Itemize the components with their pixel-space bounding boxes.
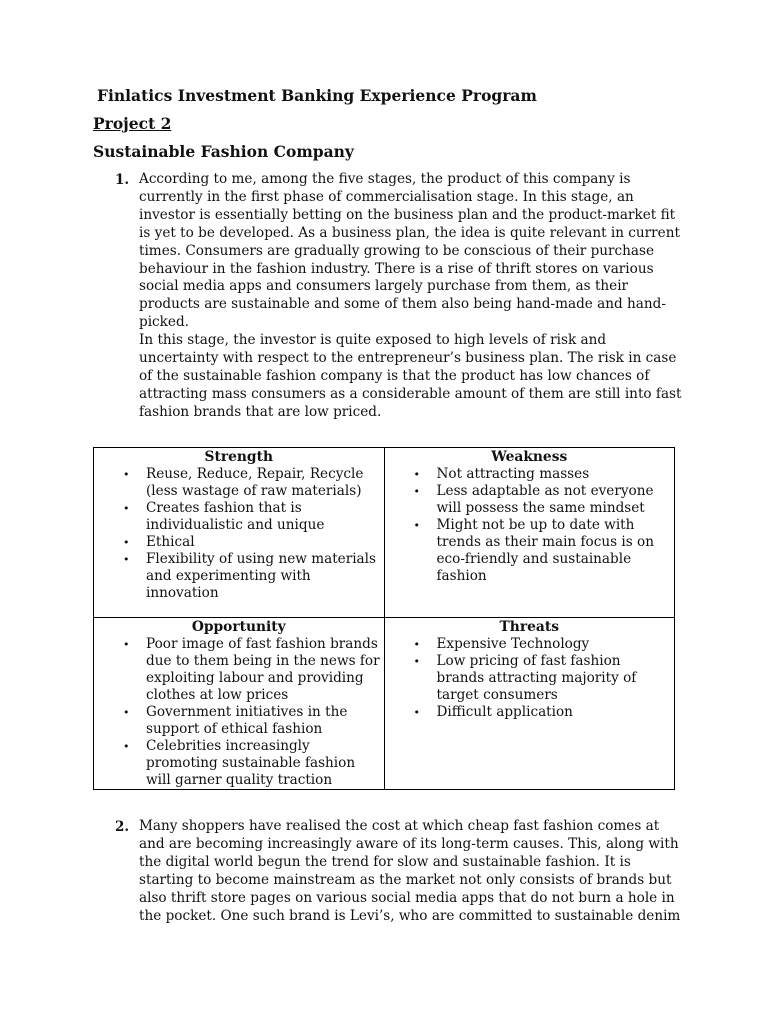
list-item	[437, 653, 675, 704]
text-line: In this stage, the investor is quite exposed to high levels of risk and	[139, 332, 607, 349]
text-line: picked.	[139, 314, 189, 331]
text-line: of the sustainable fashion company is that the product has low chances of	[139, 367, 650, 384]
list-line: promoting sustainable fashion	[146, 755, 356, 771]
list-line: • Creates fashion that is	[146, 500, 302, 516]
list-line: target consumers	[436, 687, 558, 703]
list-item	[437, 704, 675, 721]
list-line: • Celebrities increasingly	[146, 738, 310, 754]
list-line: • Flexibility of using new materials	[146, 551, 376, 567]
strength-heading: Strength	[204, 449, 273, 465]
section-1-body	[139, 171, 682, 422]
list-item	[146, 466, 384, 500]
list-item	[437, 483, 675, 517]
text-line: investor is essentially betting on the business plan and the product-market fit	[139, 206, 676, 223]
section-1-paragraph-1	[139, 171, 680, 332]
list-item	[146, 500, 384, 534]
swot-row-bottom	[94, 618, 675, 790]
list-item	[146, 704, 384, 738]
list-line: clothes at low prices	[146, 687, 289, 703]
list-line: (less wastage of raw materials)	[146, 483, 362, 499]
threats-heading: Threats	[499, 619, 559, 635]
text-line: starting to become mainstream as the market not only consists of brands but	[139, 871, 672, 888]
project-heading: Project 2	[93, 114, 172, 133]
list-line: • Expensive Technology	[436, 636, 590, 652]
company-heading: Sustainable Fashion Company	[93, 142, 354, 161]
document-title: Finlatics Investment Banking Experience Program	[97, 86, 537, 105]
list-item	[146, 551, 384, 602]
threats-list	[385, 636, 675, 721]
text-line: products are sustainable and some of them also being hand-made and hand-	[139, 296, 666, 313]
list-line: support of ethical fashion	[146, 721, 323, 737]
list-line: and experimenting with	[146, 568, 311, 584]
section-1-number: 1.	[115, 172, 130, 188]
threats-cell	[384, 618, 675, 790]
text-line: the digital world begun the trend for slow and sustainable fashion. It is	[139, 853, 631, 870]
text-line: currently in the first phase of commercialisation stage. In this stage, an	[139, 188, 634, 205]
text-line: Many shoppers have realised the cost at which cheap fast fashion comes at	[139, 818, 660, 834]
list-line: brands attracting majority of	[436, 670, 637, 686]
section-2-number: 2.	[115, 819, 130, 835]
opportunity-cell	[94, 618, 385, 790]
list-item	[146, 636, 384, 704]
opportunity-list	[94, 636, 384, 789]
text-line: times. Consumers are gradually growing to be conscious of their purchase	[139, 242, 655, 259]
list-line: • Ethical	[146, 534, 195, 550]
text-line: is yet to be developed. As a business plan, the idea is quite relevant in current	[139, 224, 680, 241]
list-line: exploiting labour and providing	[146, 670, 364, 686]
list-line: • Low pricing of fast fashion	[436, 653, 621, 669]
text-line: behaviour in the fashion industry. There is a rise of thrift stores on various	[139, 260, 654, 277]
list-line: will garner quality traction	[146, 772, 333, 788]
strength-cell	[94, 448, 385, 618]
list-line: innovation	[146, 585, 219, 601]
list-item	[437, 517, 675, 585]
weakness-heading: Weakness	[491, 449, 568, 465]
list-line: • Poor image of fast fashion brands	[146, 636, 378, 652]
list-line: • Not attracting masses	[436, 466, 590, 482]
opportunity-heading: Opportunity	[191, 619, 286, 635]
text-line: and are becoming increasingly aware of its long-term causes. This, along with	[139, 835, 679, 852]
strength-list	[94, 466, 384, 602]
list-line: trends as their main focus is on	[436, 534, 654, 550]
weakness-list	[385, 466, 675, 585]
list-line: • Difficult application	[436, 704, 573, 720]
list-line: eco-friendly and sustainable	[436, 551, 632, 567]
text-line: attracting mass consumers as a considerable amount of them are still into fast	[139, 385, 682, 402]
text-line: also thrift store pages on various social media apps that do not burn a hole in	[139, 889, 675, 906]
list-line: • Less adaptable as not everyone	[436, 483, 654, 499]
swot-row-top	[94, 448, 675, 618]
list-item	[146, 534, 384, 551]
text-line: social media apps and consumers largely purchase from them, as their	[139, 278, 629, 295]
list-line: • Government initiatives in the	[146, 704, 348, 720]
list-line: due to them being in the news for	[146, 653, 380, 669]
list-line: individualistic and unique	[146, 517, 325, 533]
list-item	[437, 466, 675, 483]
list-item	[437, 636, 675, 653]
section-1-paragraph-2	[139, 332, 682, 422]
text-line: According to me, among the five stages, the product of this company is	[139, 171, 631, 187]
text-line: the pocket. One such brand is Levi’s, who are committed to sustainable denim	[139, 907, 681, 924]
list-line: will possess the same mindset	[436, 500, 645, 516]
text-line: fashion brands that are low priced.	[139, 403, 382, 420]
weakness-cell	[384, 448, 675, 618]
list-item	[146, 738, 384, 789]
section-2-body	[139, 818, 681, 925]
list-line: • Might not be up to date with	[436, 517, 635, 533]
text-line: uncertainty with respect to the entrepreneur’s business plan. The risk in case	[139, 350, 677, 367]
list-line: fashion	[436, 568, 487, 584]
list-line: • Reuse, Reduce, Repair, Recycle	[146, 466, 364, 482]
swot-table	[93, 447, 675, 790]
